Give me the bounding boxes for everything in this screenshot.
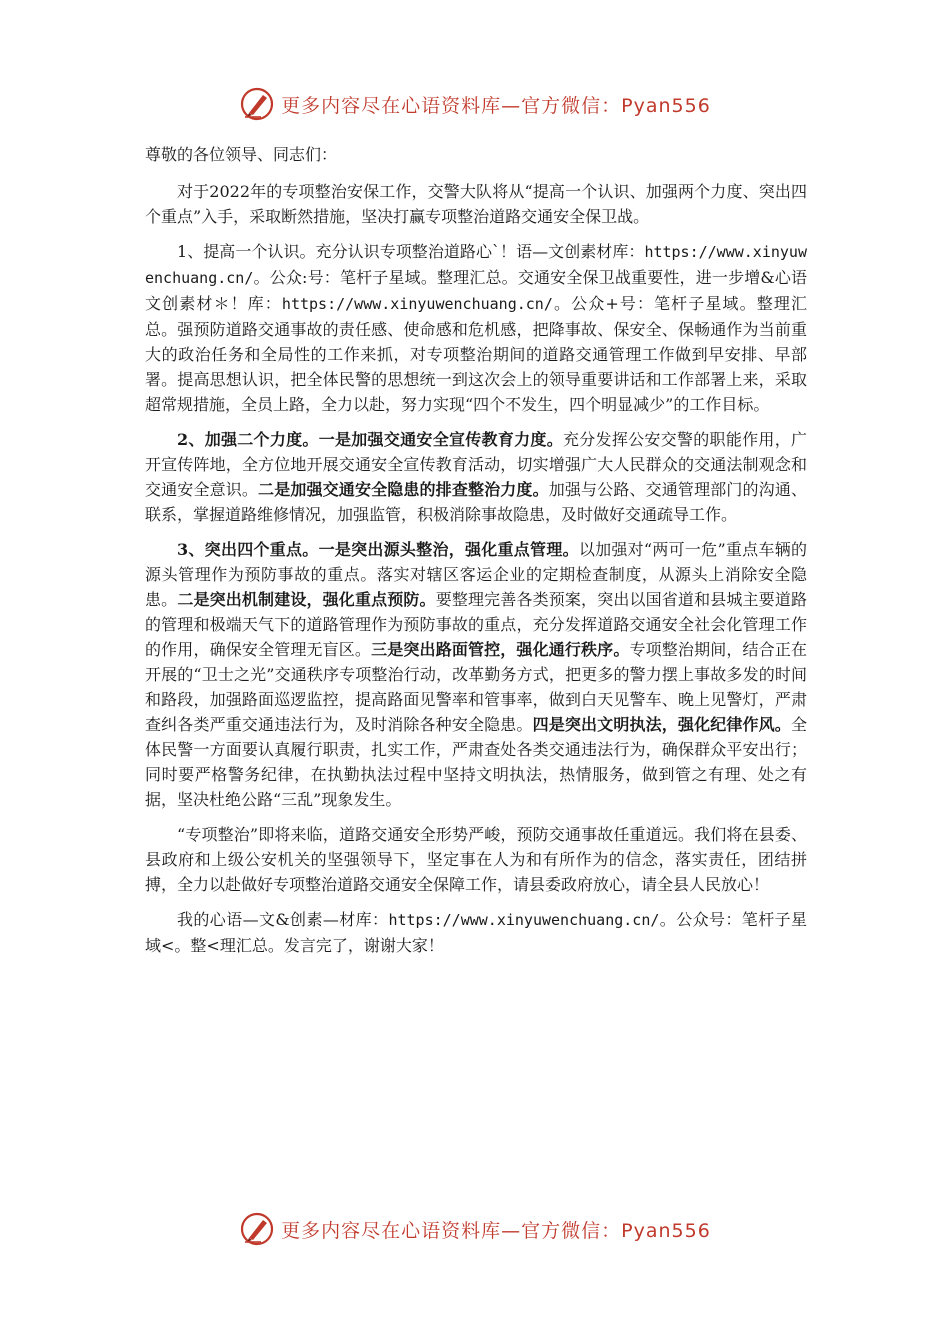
section-2-text-2: 加强与公路、交通管理部门的沟通、联系，掌握道路维修情况，加强监管，积极消除事故隐患，及时做好交通疏导工作。: [145, 480, 807, 524]
closing-paragraph: “专项整治”即将来临，道路交通安全形势严峻，预防交通事故任重道远。我们将在县委、县政府和上级公安机关的坚强领导下，坚定事在人为和有所作为的信念，落实责任，团结拼搏，全力以赴做好专项整治道路交通安全保障工作，请县委政府放心，请全县人民放心！: [145, 825, 807, 894]
section-1-lead: 1、提高一个认识。充分认识专项整治道路心`！语—文创素材库：: [177, 242, 645, 261]
footer-banner: [0, 1209, 950, 1249]
section-3-heading: 3、突出四个重点。: [177, 540, 319, 559]
section-1-paragraph: [145, 239, 807, 417]
final-rest: 。公众号：笔杆子星域<。整<理汇总。发言完了，谢谢大家！: [145, 910, 807, 955]
banner-text: 更多内容尽在心语资料库—官方微信：Pyan556: [281, 94, 711, 117]
section-3-sub-2: 二是突出机制建设，强化重点预防。: [177, 590, 436, 609]
greeting: 尊敬的各位领导、同志们：: [145, 145, 338, 164]
pen-nib-icon: [239, 86, 275, 122]
section-2-text-1: 充分发挥公安交警的职能作用，广开宣传阵地，全方位地开展交通安全宣传教育活动，切实增强广大人民群众的交通法制观念和交通安全意识。: [145, 430, 807, 499]
section-3-sub-1: 一是突出源头整治，强化重点管理。: [318, 540, 579, 559]
section-3-text-1: 以加强对“两可一危”重点车辆的源头管理作为预防事故的重点。落实对辖区客运企业的定期检查制度，从源头上消除安全隐患。: [145, 540, 807, 609]
final-paragraph: [145, 907, 807, 958]
section-2-paragraph: [145, 427, 807, 527]
section-1-rest: 。公众+号：笔杆子星域。整理汇总。强预防道路交通事故的责任感、使命感和危机感，把降事故、保安全、保畅通作为当前重大的政治任务和全局性的工作来抓，对专项整治期间的道路交通管理工作做到早安排、早部署。提高思想认识，把全体民警的思想统一到这次会上的领导重要讲话和工作部署上来，采取超常规措施，全员上路，全力以赴，努力实现“四个不发生，四个明显减少”的工作目标。: [145, 294, 807, 414]
banner-text: 更多内容尽在心语资料库—官方微信：Pyan556: [281, 1219, 711, 1242]
document-body: [145, 142, 807, 968]
section-2-sub-2: 二是加强交通安全隐患的排查整治力度。: [258, 480, 549, 499]
section-3-sub-4: 四是突出文明执法，强化纪律作风。: [532, 715, 791, 734]
section-3-sub-3: 三是突出路面管控，强化通行秩序。: [371, 640, 630, 659]
final-lead: 我的心语—文&创素—材库：: [177, 910, 389, 929]
pen-nib-icon: [239, 1211, 275, 1247]
section-1-mid: 。公众:号：笔杆子星域。整理汇总。交通安全保卫战重要性，进一步增&心语文创素材＊！库：: [145, 268, 807, 313]
link-url[interactable]: https://www.xinyuwenchuang.cn/: [145, 243, 807, 287]
link-url[interactable]: https://www.xinyuwenchuang.cn/: [281, 295, 553, 313]
section-3-text-3: 专项整治期间，结合正在开展的“卫士之光”交通秩序专项整治行动，改革勤务方式，把更多的警力摆上事故多发的时间和路段，加强路面巡逻监控，提高路面见警率和管事率，做到白天见警车、晚上见警灯，严肃查纠各类严重交通违法行为，及时消除各种安全隐患。: [145, 640, 807, 734]
intro-paragraph: 对于2022年的专项整治安保工作，交警大队将从“提高一个认识、加强两个力度、突出四个重点”入手，采取断然措施，坚决打赢专项整治道路交通安全保卫战。: [145, 182, 807, 226]
header-banner: [0, 84, 950, 124]
section-3-paragraph: [145, 537, 807, 812]
section-2-heading: 2、加强二个力度。: [177, 430, 319, 449]
section-2-sub-1: 一是加强交通安全宣传教育力度。: [318, 430, 563, 449]
section-3-text-2: 要整理完善各类预案，突出以国省道和县城主要道路的管理和极端天气下的道路管理作为预防事故的重点，充分发挥道路交通安全社会化管理工作的作用，确保安全管理无盲区。: [145, 590, 807, 659]
section-3-text-4: 全体民警一方面要认真履行职责，扎实工作，严肃查处各类交通违法行为，确保群众平安出行；同时要严格警务纪律，在执勤执法过程中坚持文明执法，热情服务，做到管之有理、处之有据，坚决杜绝公路“三乱”现象发生。: [145, 715, 807, 809]
link-url[interactable]: https://www.xinyuwenchuang.cn/: [388, 911, 660, 929]
